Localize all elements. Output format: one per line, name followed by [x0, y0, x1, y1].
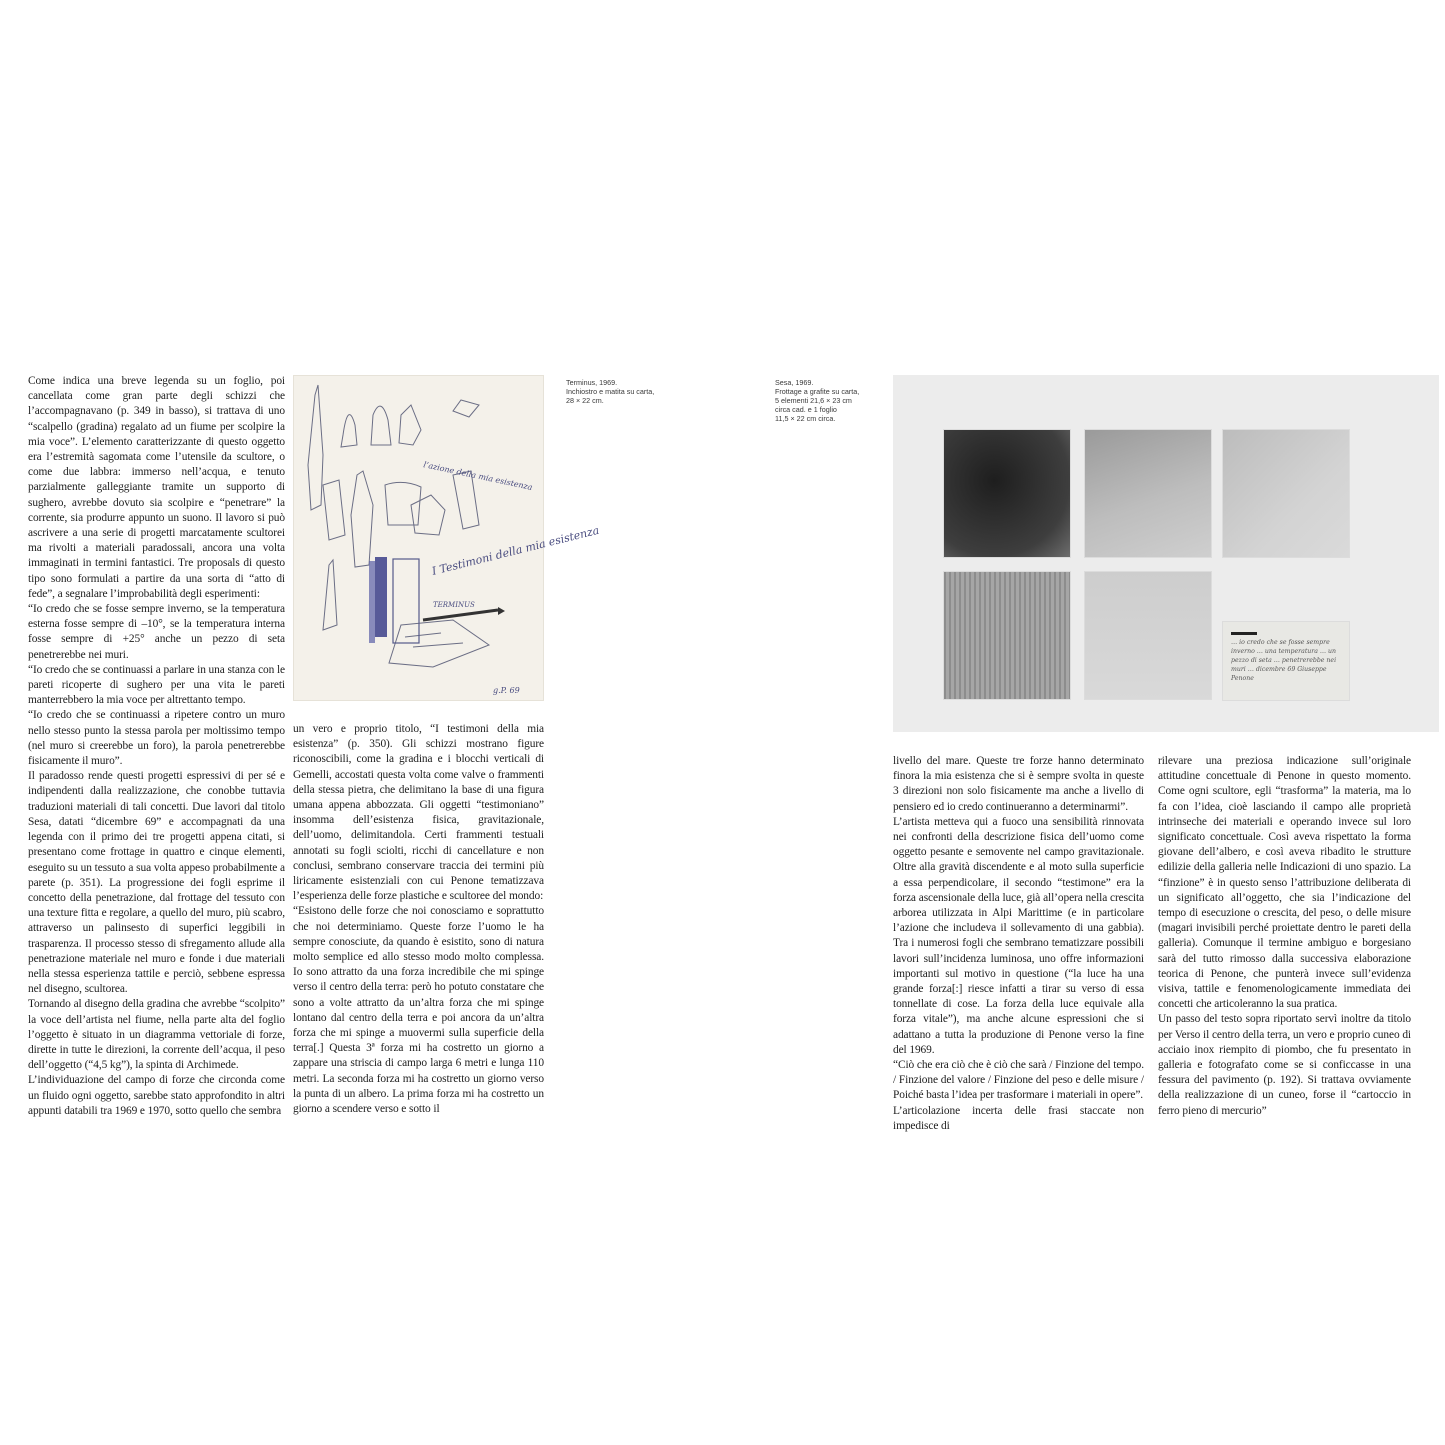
frottage-sheet	[944, 430, 1070, 557]
frottage-sheet	[1085, 430, 1211, 557]
frottage-note-sheet	[1223, 622, 1349, 700]
paragraph: Tornando al disegno della gradina che avrebbe “scolpito” la voce dell’artista nel fiume, nella parte alta del foglio l’oggetto è situato in un diagramma vettoriale di forze, dirette in tutte le direzioni, la corrente dell’acqua, il peso dell’oggetto (“4,5 kg”), la spinta di Archimede.	[28, 998, 285, 1072]
caption-terminus: Terminus, 1969. Inchiostro e matita su carta, 28 × 22 cm.	[566, 378, 655, 405]
text-column-2	[293, 722, 544, 1117]
caption-sesa: Sesa, 1969. Frottage a grafite su carta, 5 elementi 21,6 × 23 cm circa cad. e 1 foglio 11,5 × 22 cm circa.	[775, 378, 860, 423]
frottage-sheet	[1085, 572, 1211, 699]
paragraph: Come indica una breve legenda su un foglio, poi cancellata come gran parte degli schizzi che l’accompagnavano (p. 349 in basso), si trattava di uno “scalpello (gradina) regalato ad un fiume per scolpire la mia voce”. L’elemento caratterizzante di questo oggetto era l’estremità sagomata come l’utensile da scultore, o come due labbra: immerso nell’acqua, e tenuto parzialmente galleggiante tramite un supporto di sughero, avrebbe dovuto sia scolpire e “penetrare” la corrente, sia produrre appunto un suono. Il lavoro si può ascrivere a una serie di progetti marcatamente scultorei ma rivolti a materiali paradossali, ancora una volta immaginati in termini fantastici. Tre proposals di questo tipo sono formulati a partire da una sorta di “atto di fede”, a segnalare l’improbabilità degli esperimenti:	[28, 375, 285, 600]
sesa-frottage-image	[893, 375, 1439, 732]
quote-paragraph: “Io credo che se continuassi a ripetere contro un muro nello stesso punto la stessa parola per moltissimo tempo (nel muro si creerebbe un foro), la parola penetrerebbe fisicamente il muro”.	[28, 709, 285, 768]
frottage-note-text: … io credo che se fosse sempre inverno … una temperatura … un pezzo di seta … penetrerebbe nei muri … dicembre 69 Giuseppe Penone	[1231, 639, 1337, 682]
paragraph: Il paradosso rende questi progetti espressivi di per sé e indipendenti dalla realizzazione, che conobbe tuttavia traduzioni materiali di tali concetti. Due lavori dal titolo Sesa, datati “dicembre 69” e accompagnati da una legenda con il primo dei tre progetti appena citati, si presentano come frottage in quattro e cinque elementi, eseguito su un tessuto a sua volta appeso probabilmente a parete (p. 351). La progressione dei fogli esprime il concetto della penetrazione, dal frottage del tessuto con una texture fitta e regolare, a quello del muro, più scabro, attraverso un palinsesto di superfici leggibili in trasparenza. Il processo stesso di sfregamento allude alla penetrazione materiale nel muro e fonde i due materiali nella stessa esperienza tattile e perciò, sebbene espressa nel disegno, scultorea.	[28, 770, 285, 996]
quote-paragraph: “Ciò che era ciò che è ciò che sarà / Finzione del tempo. / Finzione del valore / Finzione del peso e delle misure / Poiché basta l’idea per trasformare i materiali in opere”.	[893, 1059, 1144, 1102]
quote-paragraph: “Esistono delle forze che noi conosciamo e soprattutto che noi determiniamo. Queste forze l’uomo le ha sempre conosciute, da quando è esistito, sono di natura molto semplice ed allo stesso modo molto complessa. Io sono attratto da una forza incredibile che mi spinge verso il centro della terra: però ho potuto constatare che sono a volte attratto da un’altra forza che mi spinge lontano dal centro della terra e poi ancora da un’altra forza che mi spinge a muovermi sulla superficie della terra[.] Questa 3ª forza mi ha costretto un giorno a zappare una striscia di campo larga 6 metri e lunga 110 metri. La seconda forza mi ha costretto un giorno verso la punta di un albero. La prima forza mi ha costretto un giorno a scendere verso e sotto il	[293, 905, 544, 1116]
sketch-note-1: l’azione della mia esistenza	[422, 460, 534, 493]
quote-paragraph: “Io credo che se continuassi a parlare in una stanza con le pareti ricoperte di sughero per una vita le pareti manterrebbero la mia voce per altrettanto tempo.	[28, 663, 285, 707]
text-column-1	[28, 374, 285, 1119]
paragraph: rilevare una preziosa indicazione sull’originale attitudine concettuale di Penone in questo momento. Come ogni scultore, egli “trasforma” la materia, ma lo fa con l’idea, cioè lasciando il campo alle proprietà intrinseche dei materiali e operando invece sul loro significato concettuale. Così aveva rispettato la forma giovane dell’albero, e così aveva ribadito le strutture edilizie della galleria nelle Indicazioni di uno spazio. La “finzione” è in questo senso l’attribuzione deliberata di un significato all’oggetto, che sia l’indicazione del tempo di esecuzione o crescita, del peso, o delle misure (magari invisibili perché proiettate dentro le pareti della galleria). Comunque il termine ambiguo e borgesiano sarà del tutto rimosso dalla successiva elaborazione teorica di Penone, che punterà invece sull’evidenza visiva, tattile e fenomenologicamente immediata dei concetti che articoleranno la sua pratica.	[1158, 755, 1411, 1011]
frottage-sheet	[944, 572, 1070, 699]
terminus-sketch-image	[293, 375, 601, 701]
paragraph: L’individuazione del campo di forze che circonda come un fluido ogni oggetto, sarebbe stato approfondito in altri appunti databili tra 1969 e 1970, sotto quello che sembra	[28, 1074, 285, 1117]
text-column-4	[1158, 754, 1411, 1119]
sketch-note-3: TERMINUS	[433, 601, 475, 609]
paragraph: L’artista metteva qui a fuoco una sensibilità rinnovata nei confronti della descrizione fisica dell’uomo come oggetto pesante e semovente nel campo gravitazionale. Oltre alla gravità discendente e al moto sulla superficie a essa perpendicolare, il secondo “testimone” era la forza ascensionale della luce, già all’opera nella crescita arborea utilizzata in Alpi Marittime (e in particolare l’azione che includeva il sollevamento di una gabbia). Tra i numerosi fogli che sembrano tematizzare possibili lavori sull’incidenza luminosa, uno offre informazioni importanti sul motivo in questione (“la luce ha una grande forza[:] riesce infatti a tirar su verso di essa tonnellate di cose. La forza della luce equivale alla forza vitale”), ma anche alcune espressioni che si adattano a tutta la produzione di Penone verso la fine del 1969.	[893, 815, 1144, 1056]
text-column-3	[893, 754, 1144, 1134]
paragraph: Un passo del testo sopra riportato servì inoltre da titolo per Verso il centro della terra, un vero e proprio cuneo di acciaio inox riempito di piombo, che fu presentato in galleria e fotografato come se si conficcasse in una fessura del pavimento (p. 192). Si trattava ovviamente della realizzazione di un cuneo, forse il “cartoccio in ferro pieno di mercurio”	[1158, 1013, 1411, 1117]
paragraph: un vero e proprio titolo, “I testimoni della mia esistenza” (p. 350). Gli schizzi mostrano figure riconoscibili, come la gradina e i blocchi verticali di Gemelli, accostati questa volta come valve o frammenti della stessa pietra, che delimitano la base di una figura umana appena abbozzata. Gli oggetti “testimoniano” insomma dell’esistenza fisica, gravitazionale, dell’uomo, delimitandola. Certi frammenti testuali annotati su fogli sciolti, ricchi di cancellature e non conclusi, sembrano conservare traccia dei termini più liricamente esistenziali con cui Penone tematizzava l’esperienza delle forze plastiche e scultoree del mondo:	[293, 723, 544, 903]
paragraph: livello del mare. Queste tre forze hanno determinato finora la mia esistenza che si è sempre svolta in queste 3 direzioni non solo fisicamente ma anche a livello di pensiero ed io credo continueranno a determinarmi”.	[893, 755, 1144, 813]
paragraph: L’articolazione incerta delle frasi staccate non impedisce di	[893, 1104, 1144, 1132]
sketch-note-2: I Testimoni della mia esistenza	[430, 523, 601, 578]
quote-paragraph: “Io credo che se fosse sempre inverno, se la temperatura esterna fosse sempre di –10°, se la temperatura interna fosse sempre di +25° anche un pezzo di seta penetrerebbe nei muri.	[28, 603, 285, 661]
sketch-signature: g.P. 69	[493, 686, 520, 695]
sketch-drawing	[293, 375, 601, 701]
frottage-sheet	[1223, 430, 1349, 557]
